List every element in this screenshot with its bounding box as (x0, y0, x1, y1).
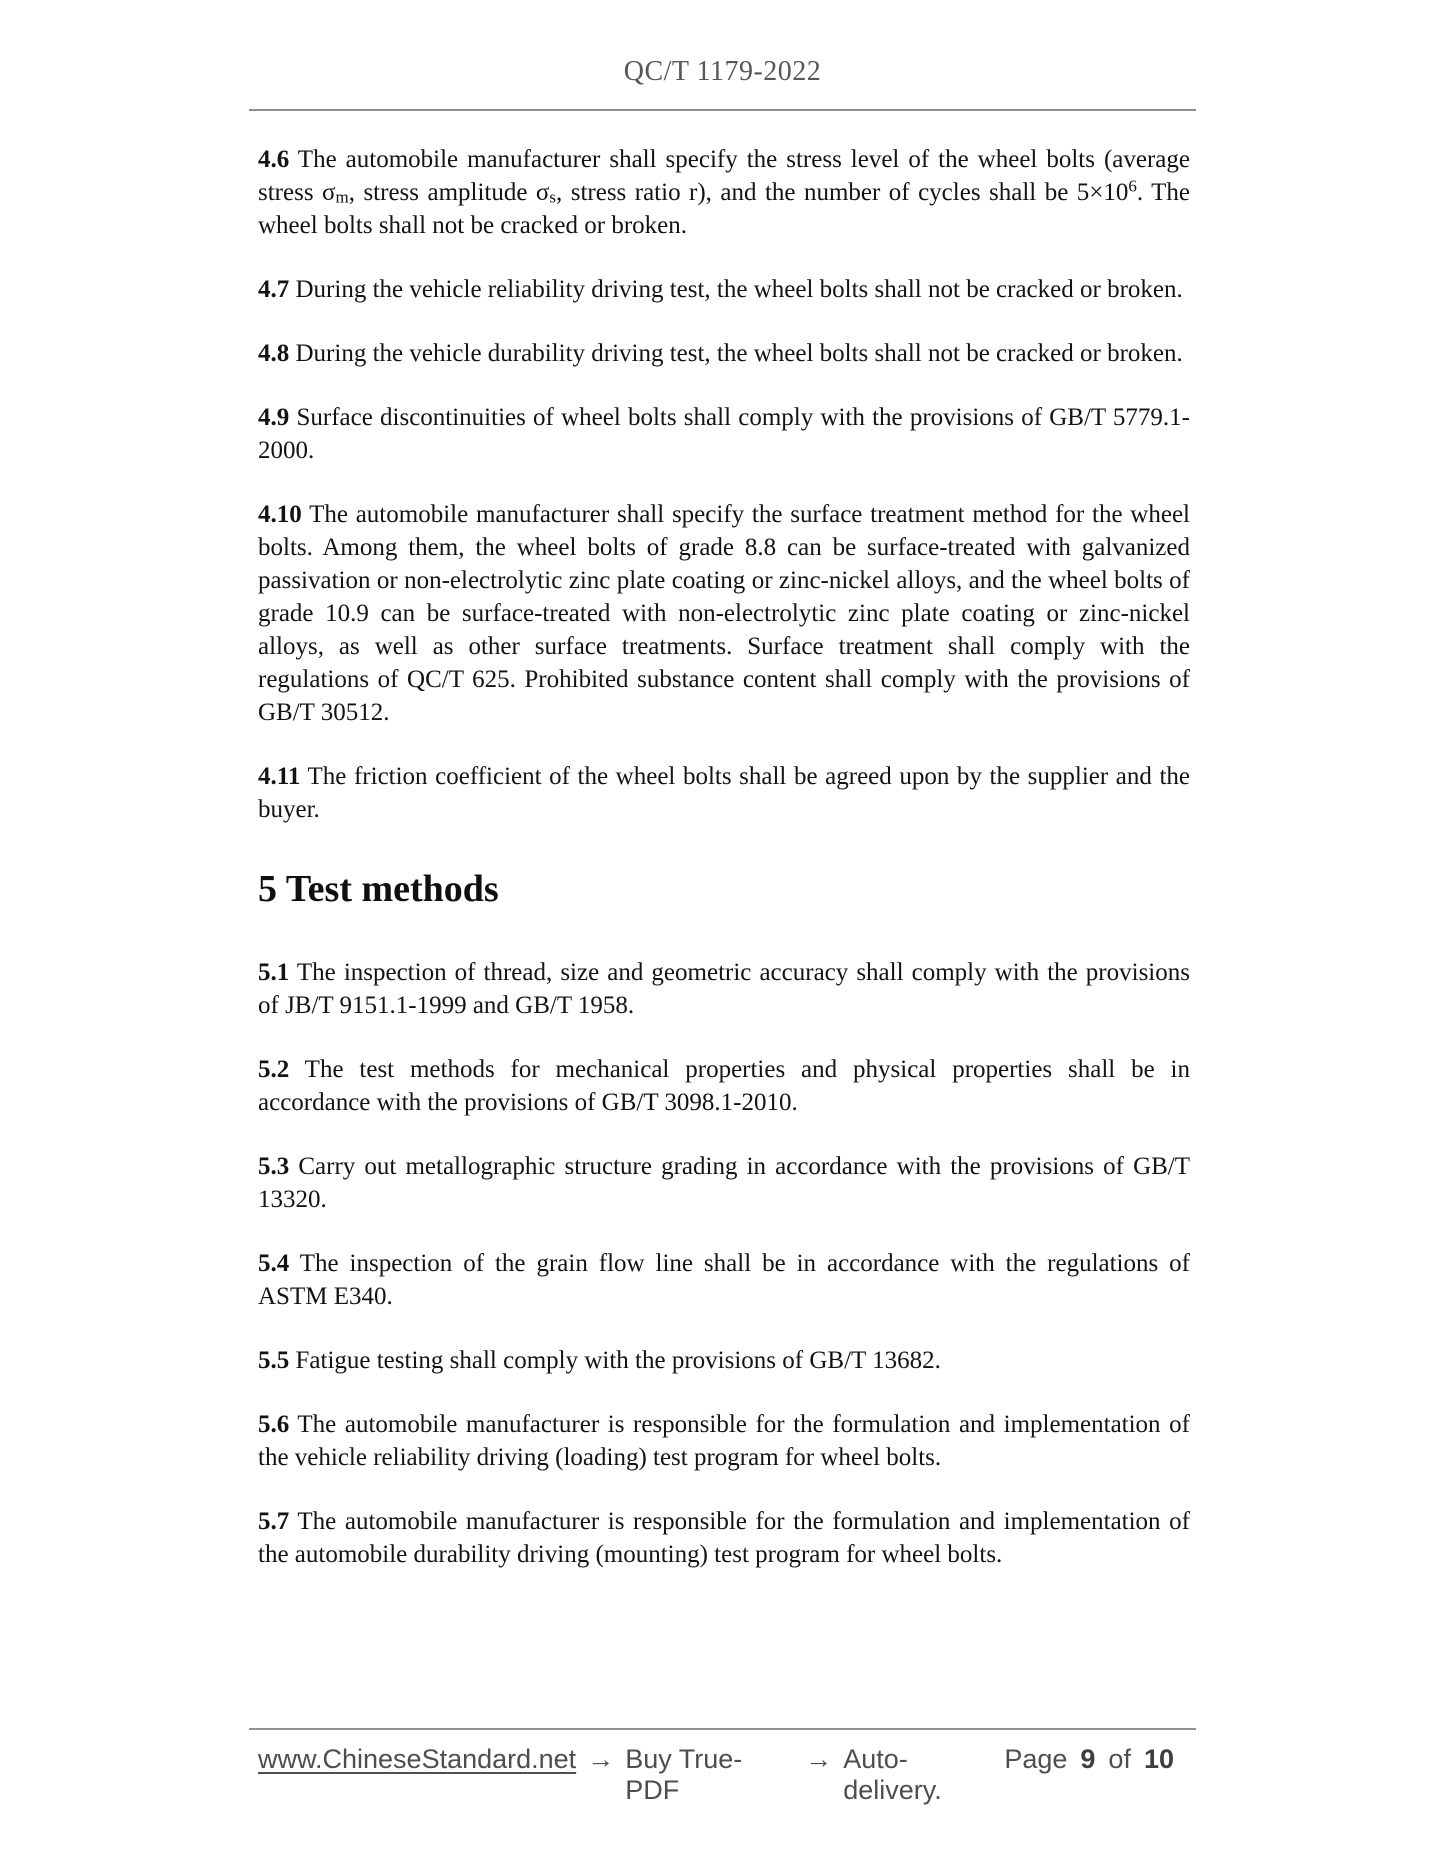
clause-4-6 (258, 143, 1190, 242)
footer-promo (258, 1744, 1004, 1806)
page-indicator (1004, 1744, 1190, 1775)
sigma-s-subscript: s (549, 187, 557, 207)
buy-true-pdf-label: Buy True-PDF (625, 1744, 743, 1805)
clause-number: 5.2 (258, 1056, 290, 1083)
clause-number: 4.6 (258, 146, 290, 173)
clause-number: 5.1 (258, 959, 290, 986)
clause-text: The friction coefficient of the wheel bolts shall be agreed upon by the supplier and the buyer. (258, 763, 1190, 823)
clause-number: 4.8 (258, 340, 290, 367)
footer-divider (249, 1728, 1196, 1730)
exponent-superscript: 6 (1128, 176, 1137, 196)
clause-4-9 (258, 401, 1190, 467)
page-label: Page (1004, 1744, 1068, 1774)
of-label: of (1108, 1744, 1131, 1774)
clause-text: Fatigue testing shall comply with the provisions of GB/T 13682. (295, 1347, 941, 1374)
running-header-doc-number: QC/T 1179-2022 (623, 56, 822, 87)
clause-text: The automobile manufacturer is responsible for the formulation and implementation of the vehicle reliability driving (loading) test program for wheel bolts. (258, 1411, 1190, 1471)
clause-4-10 (258, 498, 1190, 729)
clause-number: 5.4 (258, 1250, 290, 1277)
clause-text: The inspection of the grain flow line shall be in accordance with the regulations of ASTM E340. (258, 1250, 1190, 1310)
clause-number: 4.7 (258, 276, 290, 303)
website-link[interactable]: www.ChineseStandard.net (258, 1744, 577, 1774)
clause-5-2 (258, 1053, 1190, 1119)
section-5-heading: 5 Test methods (258, 868, 499, 910)
clause-text: , stress ratio r), and the number of cycles shall be 5×10 (556, 179, 1129, 206)
clause-number: 4.9 (258, 404, 290, 431)
clause-number: 5.7 (258, 1508, 290, 1535)
clause-5-6 (258, 1408, 1190, 1474)
clause-number: 5.6 (258, 1411, 290, 1438)
clause-text: The automobile manufacturer is responsible for the formulation and implementation of the automobile durability driving (mounting) test program for wheel bolts. (258, 1508, 1190, 1568)
clause-text: Carry out metallographic structure grading in accordance with the provisions of GB/T 13320. (258, 1153, 1191, 1213)
clause-number: 4.10 (258, 501, 302, 528)
total-page-number: 10 (1143, 1744, 1174, 1774)
clause-4-8 (258, 337, 1190, 370)
clause-text: The test methods for mechanical properties and physical properties shall be in accordance with the provisions of GB/T 3098.1-2010. (258, 1056, 1190, 1116)
clause-text: The inspection of thread, size and geometric accuracy shall comply with the provisions of JB/T 9151.1-1999 and GB/T 1958. (258, 959, 1190, 1019)
clause-4-11 (258, 760, 1190, 826)
clause-number: 5.3 (258, 1153, 290, 1180)
current-page-number: 9 (1080, 1744, 1096, 1774)
clause-text: During the vehicle reliability driving test, the wheel bolts shall not be cracked or broken. (295, 276, 1183, 303)
document-body (258, 143, 1190, 1602)
clause-text: , stress amplitude σ (348, 179, 550, 206)
arrow-icon: → (805, 1744, 833, 1774)
clause-5-4 (258, 1247, 1190, 1313)
clause-4-7 (258, 273, 1190, 306)
clause-text: During the vehicle durability driving test, the wheel bolts shall not be cracked or broken. (295, 340, 1183, 367)
clause-text: . The wheel bolts shall not be cracked or broken. (258, 179, 1190, 239)
clause-5-1 (258, 956, 1190, 1022)
clause-text: The automobile manufacturer shall specify the surface treatment method for the wheel bolts. Among them, the wheel bolts of grade 8.8 can be surface-treated with galvanized passivation or non-electrolytic zinc plate coating or zinc-nickel alloys, and the wheel bolts of grade 10.9 can be surface-treated with non-electrolytic zinc plate coating or zinc-nickel alloys, as well as other surface treatments. Surface treatment shall comply with the regulations of QC/T 625. Prohibited substance content shall comply with the provisions of GB/T 30512. (258, 501, 1190, 726)
clause-5-5 (258, 1344, 1190, 1377)
arrow-icon: → (587, 1744, 615, 1774)
sigma-m-subscript: m (335, 187, 349, 207)
clause-number: 4.11 (258, 763, 301, 790)
clause-text: Surface discontinuities of wheel bolts shall comply with the provisions of GB/T 5779.1-2000. (258, 404, 1191, 464)
clause-5-3 (258, 1150, 1190, 1216)
header-divider (249, 109, 1196, 111)
clause-text: The automobile manufacturer shall specify the stress level of the wheel bolts (average stress σ (258, 146, 1190, 206)
page-footer (258, 1744, 1190, 1806)
clause-5-7 (258, 1505, 1190, 1571)
auto-delivery-label: Auto-delivery. (843, 1744, 942, 1805)
clause-number: 5.5 (258, 1347, 290, 1374)
